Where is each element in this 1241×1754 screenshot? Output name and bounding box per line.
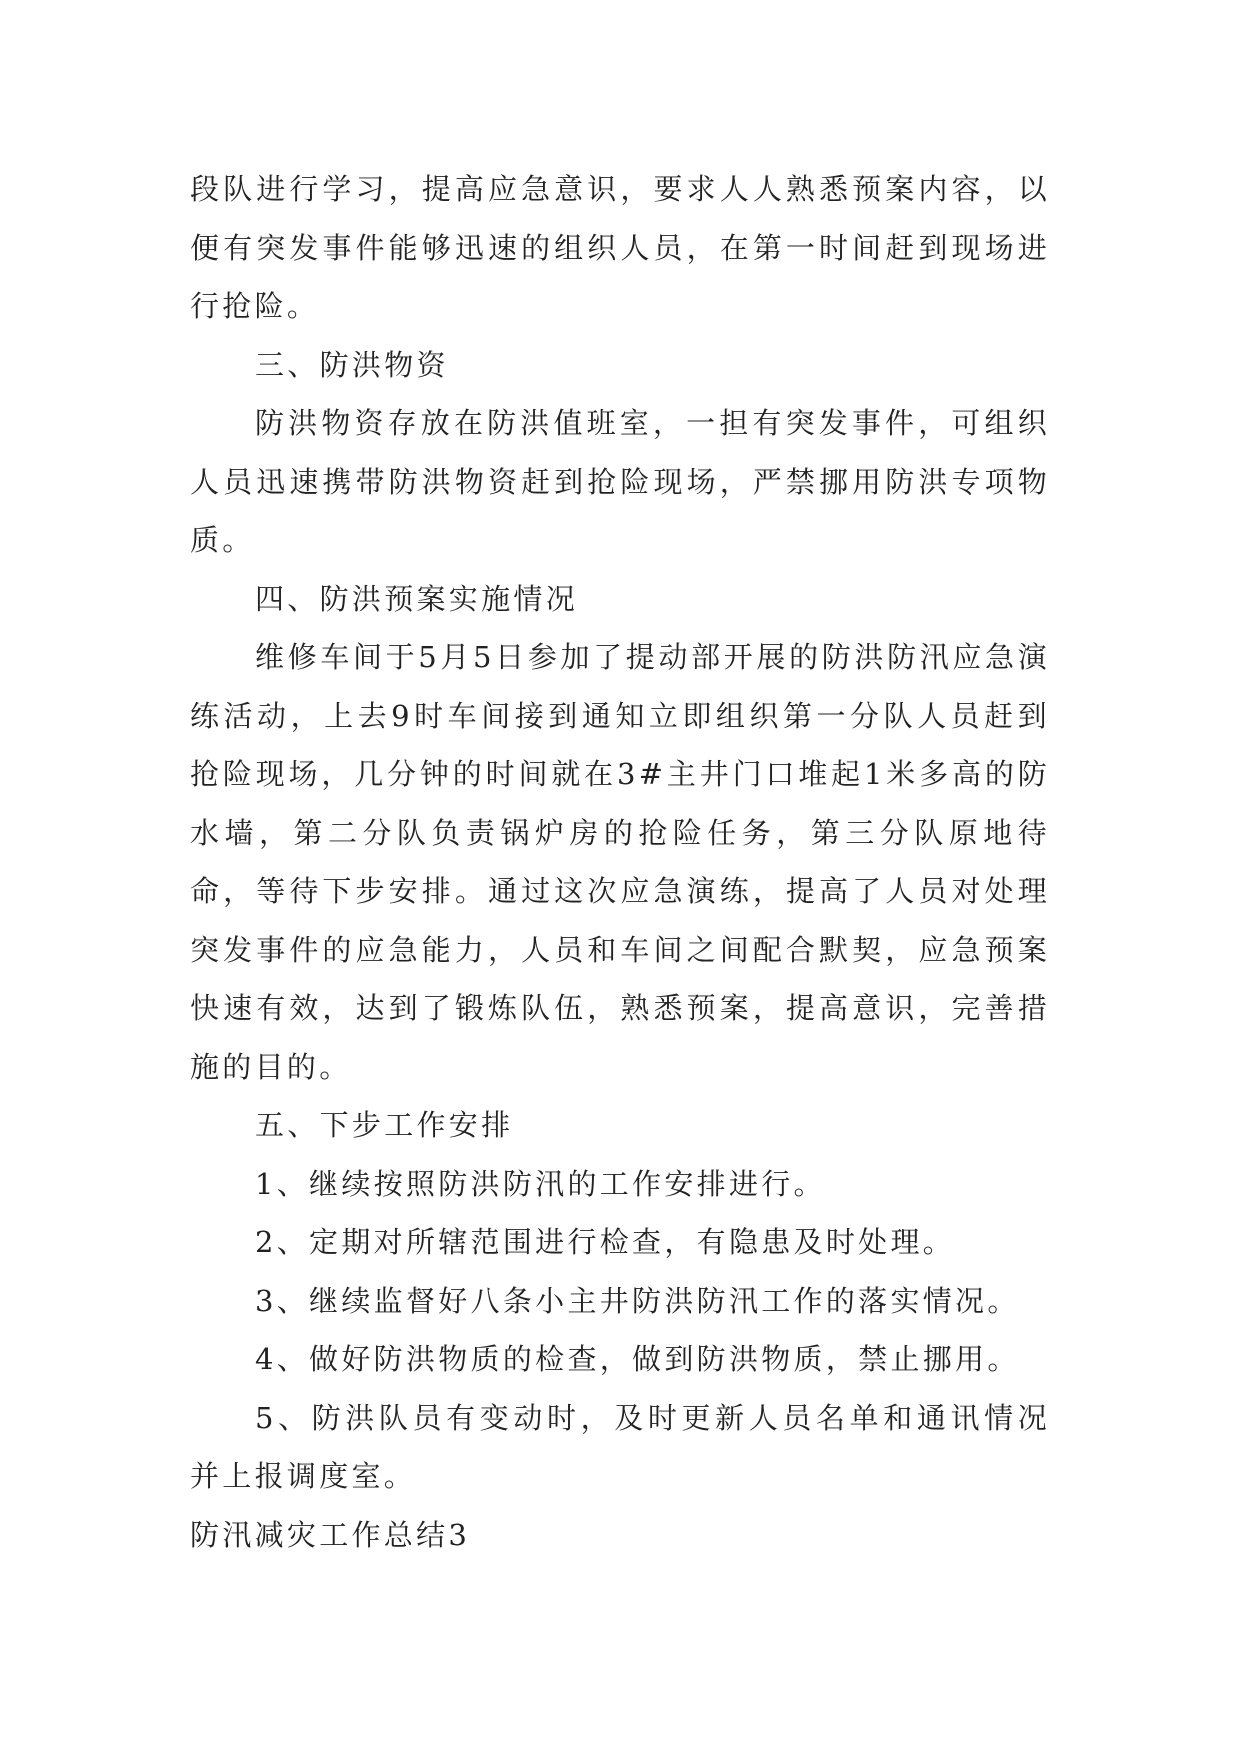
- paragraph-continuation: 段队进行学习，提高应急意识，要求人人熟悉预案内容，以便有突发事件能够迅速的组织人员，在第一时间赶到现场进行抢险。: [190, 172, 1050, 323]
- list-item: 4、做好防洪物质的检查，做到防洪物质，禁止挪用。: [255, 1342, 1020, 1376]
- document-body: [190, 160, 1050, 1564]
- list-item: 3、继续监督好八条小主井防洪防汛工作的落实情况。: [255, 1283, 1020, 1318]
- list-item: 1、继续按照防洪防汛的工作安排进行。: [255, 1166, 826, 1201]
- list-item: 5、防洪队员有变动时，及时更新人员名单和通讯情况并上报调度室。: [190, 1400, 1050, 1493]
- section-heading-implementation: 四、防洪预案实施情况: [255, 581, 579, 616]
- paragraph-implementation: 维修车间于5月5日参加了提动部开展的防洪防汛应急演练活动，上去9时车间接到通知立即组织第一分队人员赶到抢险现场，几分钟的时间就在3#主井门口堆起1米多高的防水墙，第二分队负责锅炉房的抢险任务，第三分队原地待命，等待下步安排。通过这次应急演练，提高了人员对处理突发事件的应急能力，人员和车间之间配合默契，应急预案快速有效，达到了锻炼队伍，熟悉预案，提高意识，完善措施的目的。: [190, 640, 1050, 1084]
- document-section-title: 防汛减灾工作总结3: [190, 1517, 471, 1552]
- list-item: 2、定期对所辖范围进行检查，有隐患及时处理。: [255, 1225, 956, 1259]
- paragraph-supplies: 防洪物资存放在防洪值班室，一担有突发事件，可组织人员迅速携带防洪物资赶到抢险现场，严禁挪用防洪专项物质。: [190, 406, 1050, 557]
- section-heading-supplies: 三、防洪物资: [255, 347, 449, 382]
- section-heading-next-steps: 五、下步工作安排: [255, 1108, 514, 1142]
